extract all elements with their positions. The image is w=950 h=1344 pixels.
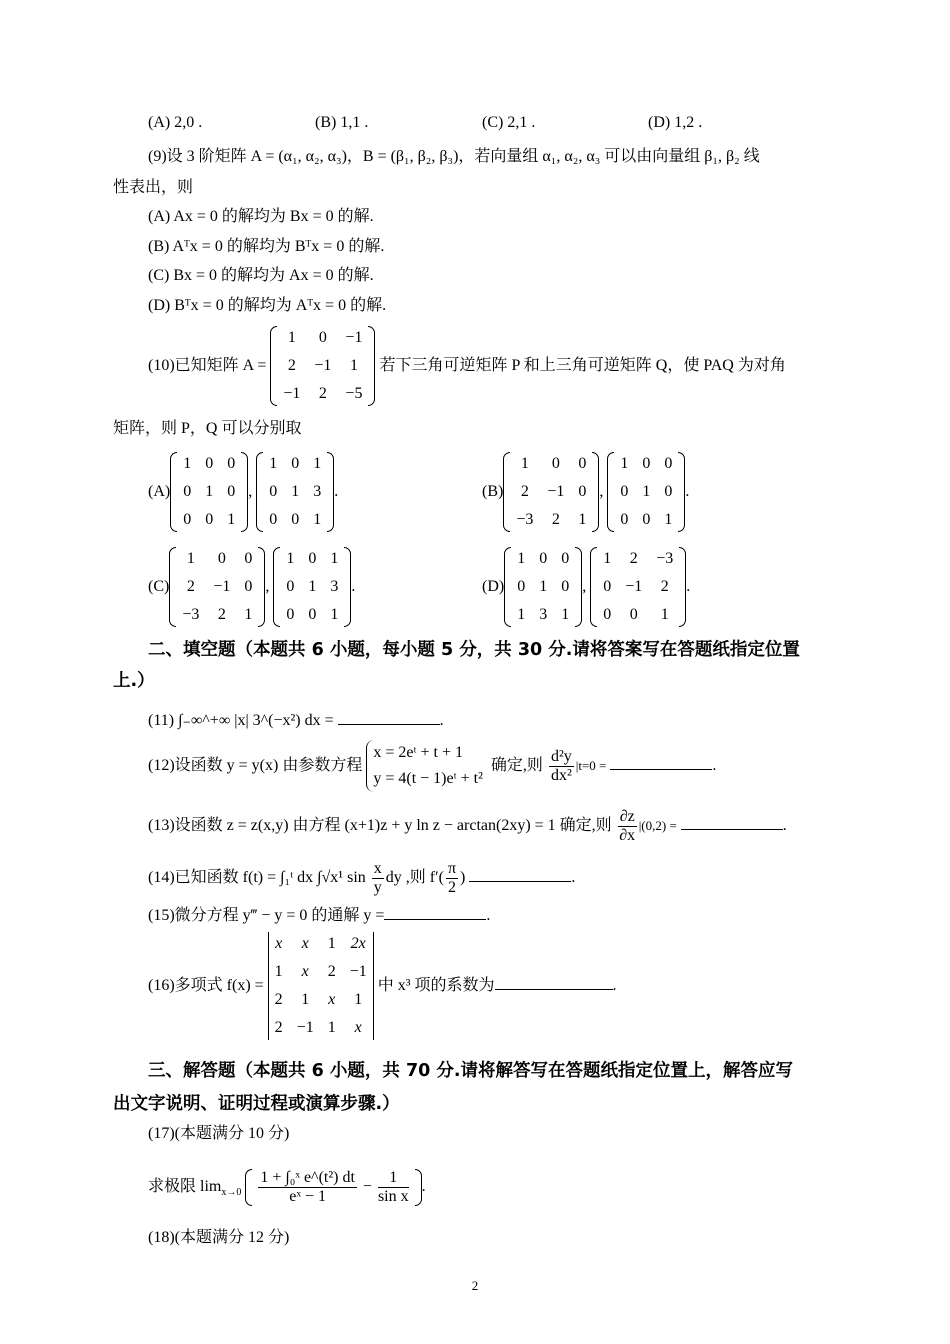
matrix-cell: 0	[291, 511, 300, 529]
q14-mid: dy ,则 f′(	[385, 869, 444, 886]
q9-option-a: (A) Ax = 0 的解均为 Bx = 0 的解.	[148, 208, 374, 225]
denominator: 2	[447, 878, 456, 896]
section-2-heading: 二、填空题（本题共 6 小题，每小题 5 分，共 30 分.请将答案写在答题纸指定位置	[148, 640, 800, 660]
matrix-cell: −1	[349, 963, 367, 981]
matrix-cell: −1	[625, 578, 643, 596]
numerator: x	[373, 859, 382, 877]
q12: (12)设函数 y = y(x) 由参数方程 x = 2eᵗ + t + 1 y = 4(t − 1)eᵗ + t² 确定,则 $\frac{\text{d²y}}{\text{dx²}}$ |t=0 = .	[148, 740, 716, 792]
matrix-cell: 0	[244, 578, 253, 596]
matrix-cell: 1	[308, 578, 317, 596]
matrix-cell: 1	[330, 550, 339, 568]
matrix-cell: 1	[620, 455, 629, 473]
matrix-cell: 1	[664, 511, 673, 529]
answer-blank	[610, 755, 712, 770]
matrix-cell: x	[301, 963, 309, 981]
numerator: 1 + ∫₀ˣ e^(t²) dt	[260, 1168, 355, 1186]
matrix-cell: −5	[345, 385, 363, 403]
q12-eval: |t=0 =	[575, 758, 607, 773]
matrix-q	[273, 547, 351, 627]
q16: (16)多项式 f(x) = x x 1 2x 1 x 2 −1 2 1 x 1 2 −1 1 x 中 x³ 项的系数为 .	[148, 930, 617, 1042]
matrix-cell: 0	[227, 483, 236, 501]
numerator: 1	[378, 1169, 409, 1188]
matrix-cell: 0	[578, 483, 587, 501]
equation-y: y = 4(t − 1)eᵗ + t²	[373, 770, 483, 788]
left-bracket	[503, 452, 510, 532]
q9-option-b: (B) Aᵀx = 0 的解均为 Bᵀx = 0 的解.	[148, 238, 385, 255]
q17-header: (17)(本题满分 10 分)	[148, 1125, 290, 1142]
second-derivative	[549, 748, 574, 785]
right-bracket	[327, 452, 334, 532]
denominator: y	[373, 878, 382, 896]
q12-prefix: (12)设函数 y = y(x) 由参数方程	[148, 757, 363, 774]
matrix-cell: 1	[642, 483, 651, 501]
q15-text: (15)微分方程 y‴ − y = 0 的通解 y =	[148, 907, 385, 924]
right-bracket	[258, 547, 265, 627]
q10-prefix: (10)已知矩阵 A =	[148, 357, 267, 374]
matrix-cell: 0	[539, 550, 548, 568]
matrix-cell: 3	[539, 606, 548, 624]
matrix-cell: 0	[664, 483, 673, 501]
matrix-cell: −1	[283, 385, 301, 403]
matrix-cell: 2	[520, 483, 529, 501]
q8-option-a: (A) 2,0 .	[148, 114, 203, 131]
matrix-p	[169, 547, 265, 627]
answer-blank	[495, 975, 613, 990]
matrix-cell: 0	[269, 483, 278, 501]
matrix-cell: −1	[345, 329, 363, 347]
q8-option-c: (C) 2,1 .	[482, 114, 536, 131]
q9-stem: (9)设 3 阶矩阵 A = (α₁, α₂, α₃)，B = (β₁, β₂, β₃)，若向量组 α₁, α₂, α₃ 可以由向量组 β₁, β₂ 线	[148, 148, 760, 165]
right-bracket	[368, 326, 375, 406]
matrix-cell: −3	[656, 550, 674, 568]
right-bracket	[678, 452, 685, 532]
matrix-cell: 0	[578, 455, 587, 473]
right-bracket	[373, 932, 374, 1040]
matrix-cell: 0	[551, 455, 560, 473]
matrix-cell: x	[328, 991, 336, 1009]
q10-stem-cont: 矩阵，则 P，Q 可以分别取	[113, 420, 302, 437]
matrix-cell: 1	[269, 455, 278, 473]
matrix-cell: 0	[603, 606, 612, 624]
option-label: (D)	[482, 578, 505, 595]
matrix-cell: 0	[286, 606, 295, 624]
matrix-q	[256, 452, 334, 532]
q12-mid: 确定,则	[490, 757, 543, 774]
matrix-cell: 0	[286, 578, 295, 596]
matrix-cell: 3	[313, 483, 322, 501]
matrix-cell: 0	[183, 483, 192, 501]
matrix-cell: 0	[205, 455, 214, 473]
answer-blank	[384, 905, 486, 920]
matrix-cell: 1	[660, 606, 669, 624]
matrix-cell: x	[301, 935, 309, 953]
q10-suffix: 若下三角可逆矩阵 P 和上三角可逆矩阵 Q，使 PAQ 为对角	[379, 357, 786, 374]
matrix-cell: −1	[296, 1019, 314, 1037]
matrix-cell: 1	[578, 511, 587, 529]
matrix-cell: 0	[629, 606, 638, 624]
matrix-cell: 1	[186, 550, 195, 568]
q10-option-b: (B) 1 0 0 2 −1 0 −3 2 1 , 1 0 0 0 1 0 0 0 1 .	[482, 452, 689, 532]
right-bracket	[592, 452, 599, 532]
matrix-cell: 0	[620, 483, 629, 501]
matrix-cell: 2	[551, 511, 560, 529]
matrix-cell: x	[275, 935, 283, 953]
matrix-cell: 1	[520, 455, 529, 473]
matrix-cell: 0	[620, 511, 629, 529]
matrix-cell: 0	[205, 511, 214, 529]
matrix-cell: 1	[287, 329, 296, 347]
section-3-heading-cont: 出文字说明、证明过程或演算步骤.）	[113, 1094, 400, 1114]
matrix-cell: 0	[664, 455, 673, 473]
q16-suffix: 中 x³ 项的系数为	[377, 977, 495, 994]
matrix-cell: 2	[327, 963, 336, 981]
matrix-cell: −1	[213, 578, 231, 596]
matrix-p	[170, 452, 248, 532]
right-bracket	[679, 547, 686, 627]
left-bracket	[169, 547, 176, 627]
right-bracket	[575, 547, 582, 627]
q15: (15)微分方程 y‴ − y = 0 的通解 y = .	[148, 907, 491, 924]
answer-blank	[469, 867, 571, 882]
q10-option-c: (C) 1 0 0 2 −1 0 −3 2 1 , 1 0 1 0 1 3 0 0 1 .	[148, 547, 355, 627]
left-bracket	[256, 452, 263, 532]
option-label: (B)	[482, 483, 504, 500]
matrix-cell: x	[354, 1019, 362, 1037]
matrix-cell: 0	[308, 550, 317, 568]
matrix-cell: −3	[516, 511, 534, 529]
denominator: ∂x	[619, 826, 636, 844]
matrix-p	[504, 547, 582, 627]
matrix-cell: 1	[539, 578, 548, 596]
section-3-heading: 三、解答题（本题共 6 小题，共 70 分.请将解答写在答题纸指定位置上，解答应写	[148, 1061, 794, 1081]
left-bracket	[607, 452, 614, 532]
matrix-cell: 1	[517, 550, 526, 568]
matrix-cell: 0	[642, 455, 651, 473]
matrix-cell: −3	[182, 606, 200, 624]
q11: (11) ∫₋∞^+∞ |x| 3^(−x²) dx = .	[148, 712, 444, 729]
fraction-x-y	[372, 860, 384, 897]
option-label: (C)	[148, 578, 170, 595]
q13-prefix: (13)设函数 z = z(x,y) 由方程 (x+1)z + y ln z − arctan(2xy) = 1 确定,则	[148, 817, 612, 834]
q14: (14)已知函数 f(t) = ∫₁ᵗ dx ∫√x¹ sin $\frac{x}{y}$ dy ,则 f′( $\frac{\pi}{2}$ ) .	[148, 859, 576, 896]
matrix-cell: 0	[244, 550, 253, 568]
matrix-cell: 1	[183, 455, 192, 473]
matrix-cell: 1	[205, 483, 214, 501]
matrix-cell: 1	[291, 483, 300, 501]
section-2-heading-cont: 上.）	[113, 671, 155, 691]
q9-stem-cont: 性表出，则	[113, 179, 194, 196]
matrix-cell: 0	[642, 511, 651, 529]
q14-close: )	[460, 869, 466, 886]
matrix-cell: 2	[186, 578, 195, 596]
matrix-cell: 1	[327, 1019, 336, 1037]
q9-option-c: (C) Bx = 0 的解均为 Ax = 0 的解.	[148, 267, 374, 284]
matrix-cell: 0	[517, 578, 526, 596]
q13: (13)设函数 z = z(x,y) 由方程 (x+1)z + y ln z − arctan(2xy) = 1 确定,则 $\frac{\partial z}{\partial x}$ |(0,2) = .	[148, 807, 787, 844]
q10-option-d: (D) 1 0 0 0 1 0 1 3 1 , 1 2 −3 0 −1 2 0 0 1 .	[482, 547, 690, 627]
fraction-1	[258, 1169, 357, 1206]
matrix-cell: 1	[244, 606, 253, 624]
matrix-cell: 1	[313, 511, 322, 529]
matrix-cell: 1	[354, 991, 363, 1009]
limit-subscript: x→0	[221, 1187, 242, 1199]
fraction-2	[378, 1169, 409, 1206]
numerator: ∂z	[619, 807, 635, 825]
q16-prefix: (16)多项式 f(x) =	[148, 977, 264, 994]
matrix-cell: 2	[318, 385, 327, 403]
determinant	[268, 932, 374, 1040]
matrix-cell: 1	[561, 606, 570, 624]
matrix-cell: 0	[561, 550, 570, 568]
matrix-cell: 1	[313, 455, 322, 473]
matrix-a	[270, 326, 375, 406]
limit-expression	[245, 1169, 421, 1206]
q17-end: .	[421, 1178, 426, 1195]
fraction-pi-2	[446, 860, 458, 897]
matrix-cell: 0	[183, 511, 192, 529]
q13-eval: |(0,2) =	[638, 818, 677, 833]
minus-sign: −	[362, 1178, 372, 1196]
partial-derivative	[618, 808, 637, 845]
matrix-cell: 3	[330, 578, 339, 596]
matrix-cell: 1	[274, 963, 283, 981]
matrix-cell: 1	[286, 550, 295, 568]
matrix-cell: 0	[291, 455, 300, 473]
matrix-cell: 1	[517, 606, 526, 624]
matrix-cell: 0	[561, 578, 570, 596]
right-bracket	[241, 452, 248, 532]
matrix-cell: 2	[660, 578, 669, 596]
answer-blank	[338, 710, 440, 725]
option-label: (A)	[148, 483, 171, 500]
q9-option-d: (D) Bᵀx = 0 的解均为 Aᵀx = 0 的解.	[148, 297, 387, 314]
matrix-cell: 1	[327, 935, 336, 953]
q10-stem	[148, 326, 786, 406]
q18-header: (18)(本题满分 12 分)	[148, 1229, 290, 1246]
matrix-cell: 1	[330, 606, 339, 624]
matrix-cell: 1	[603, 550, 612, 568]
matrix-cell: 2	[287, 357, 296, 375]
equation-system	[366, 740, 483, 792]
q17-prefix: 求极限 lim	[148, 1178, 222, 1195]
matrix-cell: 1	[227, 511, 236, 529]
matrix-cell: −1	[314, 357, 332, 375]
left-bracket	[270, 326, 277, 406]
left-bracket	[273, 547, 280, 627]
left-bracket	[590, 547, 597, 627]
matrix-cell: −1	[547, 483, 565, 501]
right-bracket	[344, 547, 351, 627]
matrix-cell: 0	[308, 606, 317, 624]
q8-option-d: (D) 1,2 .	[648, 114, 703, 131]
matrix-cell: 2	[274, 991, 283, 1009]
matrix-p	[503, 452, 599, 532]
q17	[148, 1150, 426, 1230]
matrix-cell: 0	[217, 550, 226, 568]
q11-text: (11) ∫₋∞^+∞ |x| 3^(−x²) dx =	[148, 712, 334, 729]
denominator: sin x	[377, 1187, 409, 1205]
matrix-cell: 2	[274, 1019, 283, 1037]
matrix-q	[607, 452, 685, 532]
denominator: eˣ − 1	[289, 1187, 326, 1205]
q8-option-b: (B) 1,1 .	[315, 114, 369, 131]
matrix-q	[590, 547, 686, 627]
numerator: d²y	[550, 747, 572, 765]
page-number: 2	[471, 1278, 479, 1293]
matrix-cell: 1	[301, 991, 310, 1009]
matrix-cell: 2	[217, 606, 226, 624]
matrix-cell: 2	[629, 550, 638, 568]
q10-option-a: (A) 1 0 0 0 1 0 0 0 1 , 1 0 1 0 1 3 0 0 1 .	[148, 452, 338, 532]
denominator: dx²	[550, 766, 572, 784]
matrix-cell: 2x	[350, 935, 366, 953]
matrix-cell: 1	[349, 357, 358, 375]
left-bracket	[170, 452, 177, 532]
q14-prefix: (14)已知函数 f(t) = ∫₁ᵗ dx ∫√x¹ sin	[148, 869, 366, 886]
equation-x: x = 2eᵗ + t + 1	[373, 744, 464, 762]
left-bracket	[504, 547, 511, 627]
answer-blank	[681, 815, 783, 830]
matrix-cell: 0	[603, 578, 612, 596]
matrix-cell: 0	[318, 329, 327, 347]
matrix-cell: 0	[269, 511, 278, 529]
matrix-cell: 0	[227, 455, 236, 473]
numerator: π	[447, 859, 457, 877]
